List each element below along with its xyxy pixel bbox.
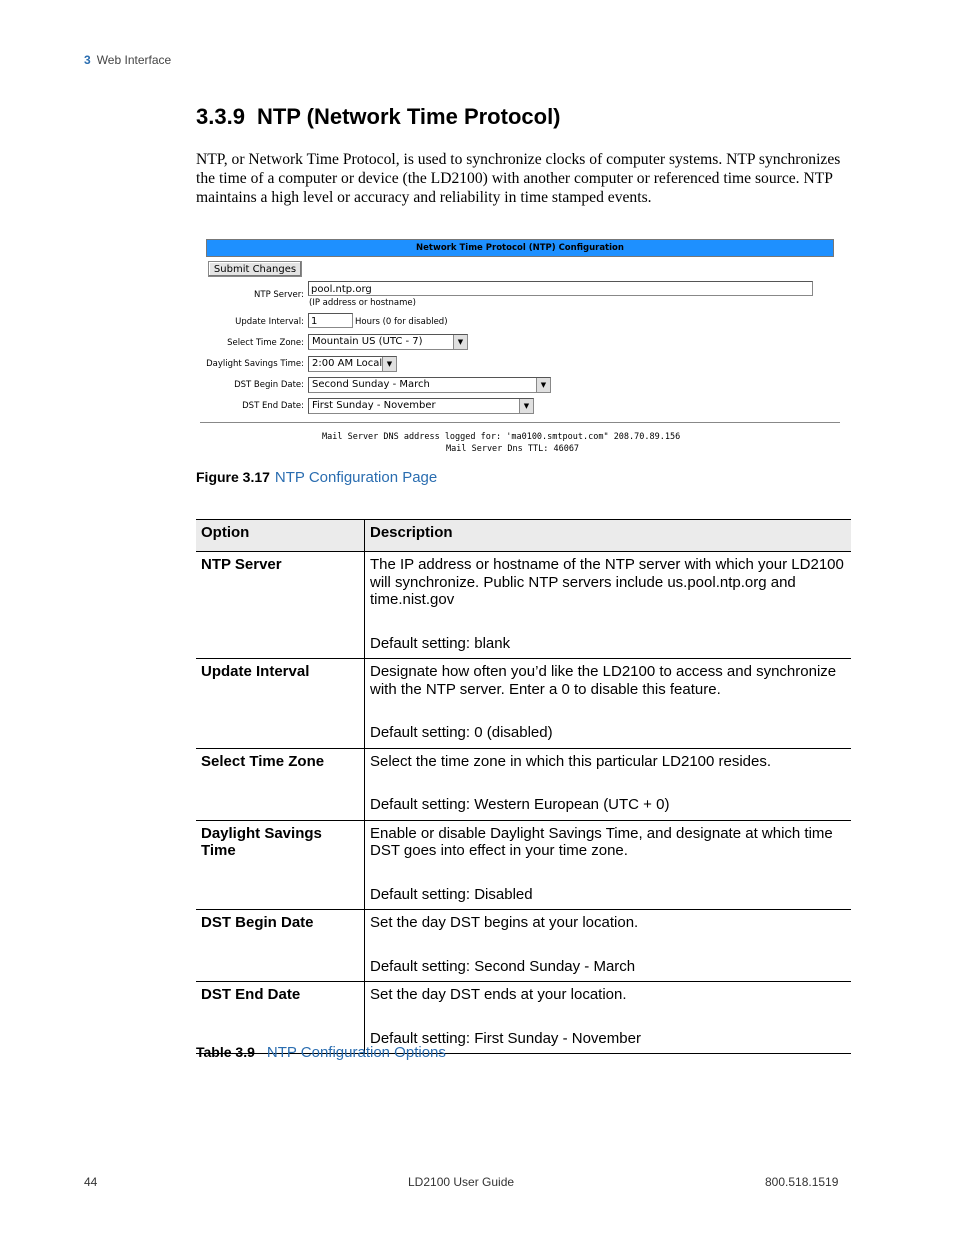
chevron-down-icon[interactable]: ▼ <box>536 378 550 392</box>
table-caption-text: NTP Configuration Options <box>266 1044 446 1061</box>
figure-label: Figure 3.17 <box>196 469 270 485</box>
ntp-config-screenshot <box>200 236 840 458</box>
option-description-cell <box>365 982 852 1054</box>
figure-caption-text: NTP Configuration Page <box>274 469 438 486</box>
section-title-text: NTP (Network Time Protocol) <box>256 104 561 129</box>
ntp-server-input[interactable]: pool.ntp.org <box>308 281 813 296</box>
dst-time-value: 2:00 AM Local <box>312 358 383 369</box>
update-interval-hint: Hours (0 for disabled) <box>355 317 448 327</box>
option-description-cell <box>365 748 852 820</box>
chapter-title: Web Interface <box>96 53 172 67</box>
option-name: Daylight Savings Time <box>196 820 365 910</box>
section-title <box>196 104 561 130</box>
option-default: Default setting: Western European (UTC + 0) <box>370 796 670 813</box>
options-table <box>196 519 851 1054</box>
option-description-cell <box>365 659 852 749</box>
option-description: Enable or disable Daylight Savings Time, and designate at which time DST goes into effect in your time zone. <box>370 824 833 859</box>
option-name: NTP Server <box>196 552 365 659</box>
config-title-bar: Network Time Protocol (NTP) Configuration <box>206 239 834 257</box>
option-default: Default setting: First Sunday - November <box>370 1029 641 1047</box>
option-description: The IP address or hostname of the NTP server with which your LD2100 will synchronize. Public NTP servers include us.pool.ntp.org and time.nist.gov <box>370 556 844 608</box>
option-description: Set the day DST begins at your location. <box>370 914 639 931</box>
ntp-server-hint: (IP address or hostname) <box>309 298 416 308</box>
horizontal-divider <box>200 422 840 423</box>
section-number: 3.3.9 <box>196 104 245 129</box>
option-default: Default setting: Second Sunday - March <box>370 957 636 975</box>
column-header-description: Description <box>365 520 852 552</box>
column-header-option: Option <box>196 520 365 552</box>
time-zone-label: Select Time Zone: <box>227 338 304 348</box>
table-row <box>196 748 851 820</box>
chevron-down-icon[interactable]: ▼ <box>382 357 396 371</box>
option-description: Designate how often you’d like the LD2100 to access and synchronize with the NTP server. Enter a 0 to disable this feature. <box>370 663 837 698</box>
option-default: Default setting: blank <box>370 634 511 652</box>
dst-time-select[interactable] <box>308 356 397 372</box>
option-name: Update Interval <box>196 659 365 749</box>
option-description-cell <box>365 820 852 910</box>
table-row <box>196 659 851 749</box>
table-row <box>196 820 851 910</box>
dst-end-value: First Sunday - November <box>312 400 436 411</box>
update-interval-input[interactable]: 1 <box>308 313 353 328</box>
chevron-down-icon[interactable]: ▼ <box>519 399 533 413</box>
intro-paragraph: NTP, or Network Time Protocol, is used to synchronize clocks of computer systems. NTP synchronizes the time of a computer or device (the LD2100) with another computer or referenced time source. NTP maintains a high level or accuracy and reliability in time stamped events. <box>196 151 841 206</box>
dst-time-label: Daylight Savings Time: <box>206 359 304 369</box>
page-number: 44 <box>84 1175 98 1189</box>
table-row <box>196 910 851 982</box>
submit-changes-button[interactable]: Submit Changes <box>208 261 302 277</box>
time-zone-select[interactable] <box>308 334 468 350</box>
ntp-server-label: NTP Server: <box>254 290 304 300</box>
log-line-dns: Mail Server DNS address logged for: 'ma0100.smtpout.com" 208.70.89.156 <box>322 432 681 442</box>
option-description-cell <box>365 910 852 982</box>
dst-end-label: DST End Date: <box>242 401 304 411</box>
table-header-row <box>196 520 851 552</box>
table-caption <box>196 1044 446 1061</box>
table-row <box>196 552 851 659</box>
option-description-cell <box>365 552 852 659</box>
option-name: DST Begin Date <box>196 910 365 982</box>
option-name: DST End Date <box>196 982 365 1054</box>
option-default: Default setting: Disabled <box>370 885 533 903</box>
table-label: Table 3.9 <box>196 1044 255 1060</box>
option-description: Set the day DST ends at your location. <box>370 986 627 1003</box>
option-name: Select Time Zone <box>196 748 365 820</box>
dst-end-select[interactable] <box>308 398 534 414</box>
log-line-ttl: Mail Server Dns TTL: 46067 <box>446 444 580 454</box>
running-header <box>84 53 171 67</box>
footer-phone: 800.518.1519 <box>765 1175 839 1189</box>
chevron-down-icon[interactable]: ▼ <box>453 335 467 349</box>
footer-doc-title: LD2100 User Guide <box>408 1175 515 1189</box>
update-interval-label: Update Interval: <box>235 317 304 327</box>
chapter-number: 3 <box>84 53 91 67</box>
dst-begin-label: DST Begin Date: <box>234 380 304 390</box>
table-row <box>196 982 851 1054</box>
dst-begin-value: Second Sunday - March <box>312 379 430 390</box>
dst-begin-select[interactable] <box>308 377 551 393</box>
figure-caption <box>196 469 437 486</box>
option-description: Select the time zone in which this particular LD2100 resides. <box>370 752 772 770</box>
time-zone-value: Mountain US (UTC - 7) <box>312 336 423 347</box>
option-default: Default setting: 0 (disabled) <box>370 724 553 741</box>
